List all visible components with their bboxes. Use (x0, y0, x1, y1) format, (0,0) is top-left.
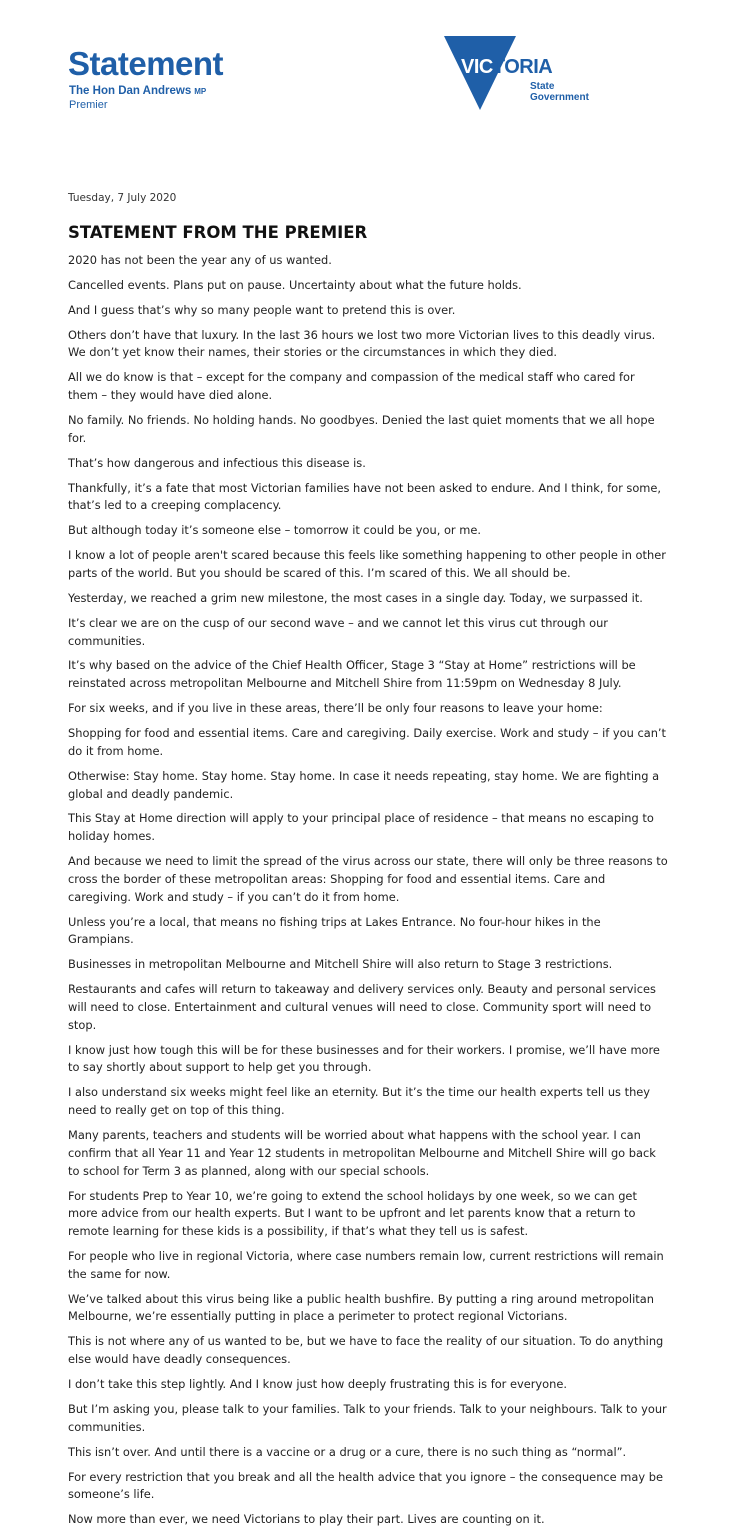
body-paragraph: Otherwise: Stay home. Stay home. Stay home. In case it needs repeating, stay home. We are fighting a global and deadly pandemic. (68, 768, 660, 801)
body-paragraph: It’s clear we are on the cusp of our second wave – and we cannot let this virus cut through our communities. (68, 615, 608, 648)
statement-document (68, 192, 668, 1536)
body-paragraph: This is not where any of us wanted to be, but we have to face the reality of our situation. To do anything else would have deadly consequences. (68, 1334, 664, 1367)
body-paragraph: Businesses in metropolitan Melbourne and Mitchell Shire will also return to Stage 3 restrictions. (68, 957, 613, 972)
body-paragraph: For six weeks, and if you live in these areas, there’ll be only four reasons to leave your home: (68, 701, 603, 716)
body-paragraph: This isn’t over. And until there is a vaccine or a drug or a cure, there is no such thing as “normal”. (68, 1444, 627, 1459)
premier-name-text: The Hon Dan Andrews (69, 85, 192, 97)
body-paragraph: For students Prep to Year 10, we’re going to extend the school holidays by one week, so we can get more advice from our health experts. But I want to be upfront and let parents know that a return to remote learning for these kids is a possibility, if that’s what they tell us is safest. (68, 1188, 637, 1239)
state-government-label (530, 81, 589, 103)
letterhead (0, 0, 754, 150)
body-paragraph: We’ve talked about this virus being like a public health bushfire. By putting a ring around metropolitan Melbourne, we’re essentially putting in place a perimeter to protect regional Victorians. (68, 1291, 654, 1324)
body-paragraph: Many parents, teachers and students will be worried about what happens with the school year. I can confirm that all Year 11 and Year 12 students in metropolitan Melbourne and Mitchell Shire will go back to school for Term 3 as planned, along with our special schools. (68, 1128, 656, 1178)
body-paragraph: 2020 has not been the year any of us wanted. (68, 253, 332, 267)
body-paragraph: I know just how tough this will be for these businesses and for their workers. I promise, we’ll have more to say shortly about support to help get you through. (68, 1042, 660, 1075)
body-paragraph: Others don’t have that luxury. In the last 36 hours we lost two more Victorian lives to this deadly virus. We don’t yet know their names, their stories or the circumstances in which they died. (68, 327, 656, 360)
body-paragraph: This Stay at Home direction will apply to your principal place of residence – that means no escaping to holiday homes. (68, 811, 654, 844)
body-paragraph: For people who live in regional Victoria, where case numbers remain low, current restrictions will remain the same for now. (68, 1249, 664, 1281)
logo-sub-line-2: Government (530, 92, 589, 103)
body-paragraph: I don’t take this step lightly. And I know just how deeply frustrating this is for everyone. (68, 1377, 567, 1392)
victoria-wordmark (461, 56, 552, 79)
body-paragraph: And because we need to limit the spread of the virus across our state, there will only be three reasons to cross the border of these metropolitan areas: Shopping for food and essential items. Care and caregiving. Work and study – if you can’t do it from home. (68, 854, 668, 904)
logo-sub-line-1: State (530, 81, 555, 92)
statement-title: STATEMENT FROM THE PREMIER (68, 223, 368, 242)
premier-suffix: MP (194, 87, 207, 96)
body-paragraph: I know a lot of people aren't scared because this feels like something happening to other people in other parts of the world. But you should be scared of this. I’m scared of this. We all should be. (68, 548, 666, 580)
body-paragraph: It’s why based on the advice of the Chief Health Officer, Stage 3 “Stay at Home” restrictions will be reinstated across metropolitan Melbourne and Mitchell Shire from 11:59pm on Wednesday 8 July. (68, 658, 636, 691)
body-paragraph: Now more than ever, we need Victorians to play their part. Lives are counting on it. (68, 1512, 545, 1527)
body-paragraph: No family. No friends. No holding hands. No goodbyes. Denied the last quiet moments that we all hope for. (68, 413, 655, 445)
premier-name (69, 85, 206, 97)
body-paragraph: I also understand six weeks might feel like an eternity. But it’s the time our health experts tell us they need to really get on top of this thing. (68, 1085, 651, 1118)
body-paragraph: And I guess that’s why so many people want to pretend this is over. (68, 302, 456, 317)
body-paragraph: Shopping for food and essential items. Care and caregiving. Daily exercise. Work and study – if you can’t do it from home. (68, 726, 667, 758)
statement-body (68, 252, 668, 1529)
statement-heading: Statement (68, 45, 224, 82)
statement-date: Tuesday, 7 July 2020 (68, 192, 177, 204)
body-paragraph: For every restriction that you break and all the health advice that you ignore – the consequence may be someone’s life. (68, 1469, 663, 1502)
body-paragraph: Thankfully, it’s a fate that most Victorian families have not been asked to endure. And I think, for some, that’s led to a creeping complacency. (68, 480, 662, 513)
body-paragraph: Unless you’re a local, that means no fishing trips at Lakes Entrance. No four-hour hikes in the Grampians. (68, 914, 601, 947)
body-paragraph: But although today it’s someone else – tomorrow it could be you, or me. (68, 523, 481, 538)
body-paragraph: That’s how dangerous and infectious this disease is. (68, 455, 366, 470)
body-paragraph: But I’m asking you, please talk to your families. Talk to your friends. Talk to your neighbours. Talk to your communities. (68, 1401, 667, 1434)
wordmark-rest: TORIA (492, 56, 553, 78)
premier-title: Premier (69, 99, 108, 111)
wordmark-highlight: VIC (461, 56, 493, 78)
body-paragraph: Cancelled events. Plans put on pause. Uncertainty about what the future holds. (68, 277, 522, 292)
body-paragraph: Restaurants and cafes will return to takeaway and delivery services only. Beauty and personal services will need to close. Entertainment and cultural venues will need to close. Community sport will need to stop. (68, 982, 656, 1032)
body-paragraph: Yesterday, we reached a grim new milestone, the most cases in a single day. Today, we surpassed it. (68, 590, 643, 605)
body-paragraph: All we do know is that – except for the company and compassion of the medical staff who cared for them – they would have died alone. (68, 370, 635, 403)
